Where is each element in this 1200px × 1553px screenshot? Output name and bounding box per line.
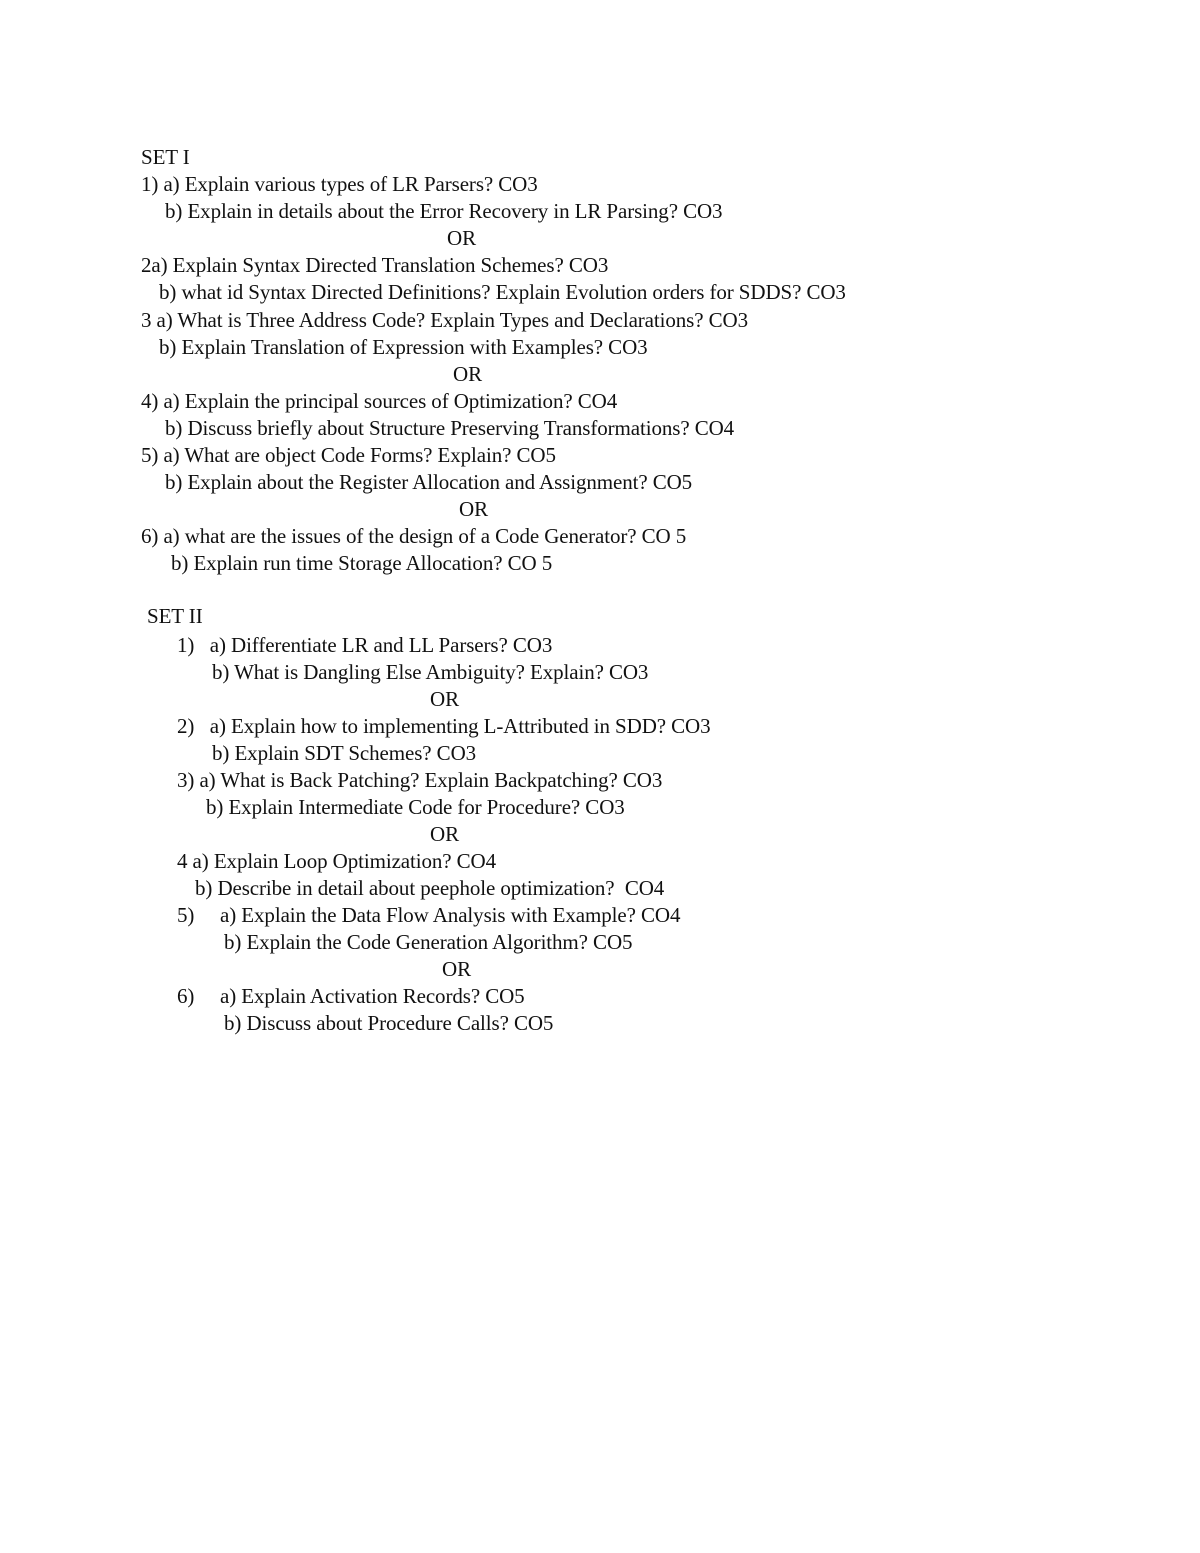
set1-or-divider: OR (447, 226, 476, 250)
set2-line: b) What is Dangling Else Ambiguity? Explain? CO3 (212, 660, 649, 684)
set1-line: 2a) Explain Syntax Directed Translation Schemes? CO3 (141, 253, 609, 277)
set1-line: 6) a) what are the issues of the design of a Code Generator? CO 5 (141, 524, 687, 548)
set1-line: b) Explain in details about the Error Recovery in LR Parsing? CO3 (165, 199, 723, 223)
set2-line: 1) a) Differentiate LR and LL Parsers? CO3 (177, 633, 553, 657)
set2-line: b) Explain SDT Schemes? CO3 (212, 741, 477, 765)
set2-line: b) Discuss about Procedure Calls? CO5 (224, 1011, 554, 1035)
set2-or-divider: OR (430, 822, 459, 846)
set2-line: 6) a) Explain Activation Records? CO5 (177, 984, 525, 1008)
set1-line: b) Discuss briefly about Structure Preserving Transformations? CO4 (165, 416, 735, 440)
set2-line: b) Explain Intermediate Code for Procedure? CO3 (206, 795, 625, 819)
set1-or-divider: OR (459, 497, 488, 521)
set2-or-divider: OR (442, 957, 471, 981)
set1-line: 1) a) Explain various types of LR Parsers? CO3 (141, 172, 538, 196)
set1-or-divider: OR (453, 362, 482, 386)
set1-line: 4) a) Explain the principal sources of Optimization? CO4 (141, 389, 618, 413)
set2-heading: SET II (147, 604, 203, 628)
set1-line: b) Explain run time Storage Allocation? CO 5 (171, 551, 553, 575)
set1-line: 3 a) What is Three Address Code? Explain Types and Declarations? CO3 (141, 308, 748, 332)
set2-line: b) Explain the Code Generation Algorithm? CO5 (224, 930, 633, 954)
set1-line: b) Explain Translation of Expression with Examples? CO3 (159, 335, 648, 359)
set1-line: 5) a) What are object Code Forms? Explain? CO5 (141, 443, 556, 467)
set1-line: b) what id Syntax Directed Definitions? Explain Evolution orders for SDDS? CO3 (159, 280, 846, 304)
set2-line: 5) a) Explain the Data Flow Analysis with Example? CO4 (177, 903, 681, 927)
set2-or-divider: OR (430, 687, 459, 711)
set1-heading: SET I (141, 145, 190, 169)
set2-line: 2) a) Explain how to implementing L-Attributed in SDD? CO3 (177, 714, 711, 738)
set2-line: 4 a) Explain Loop Optimization? CO4 (177, 849, 497, 873)
set2-line: b) Describe in detail about peephole optimization? CO4 (195, 876, 665, 900)
set1-line: b) Explain about the Register Allocation and Assignment? CO5 (165, 470, 693, 494)
set2-line: 3) a) What is Back Patching? Explain Backpatching? CO3 (177, 768, 663, 792)
